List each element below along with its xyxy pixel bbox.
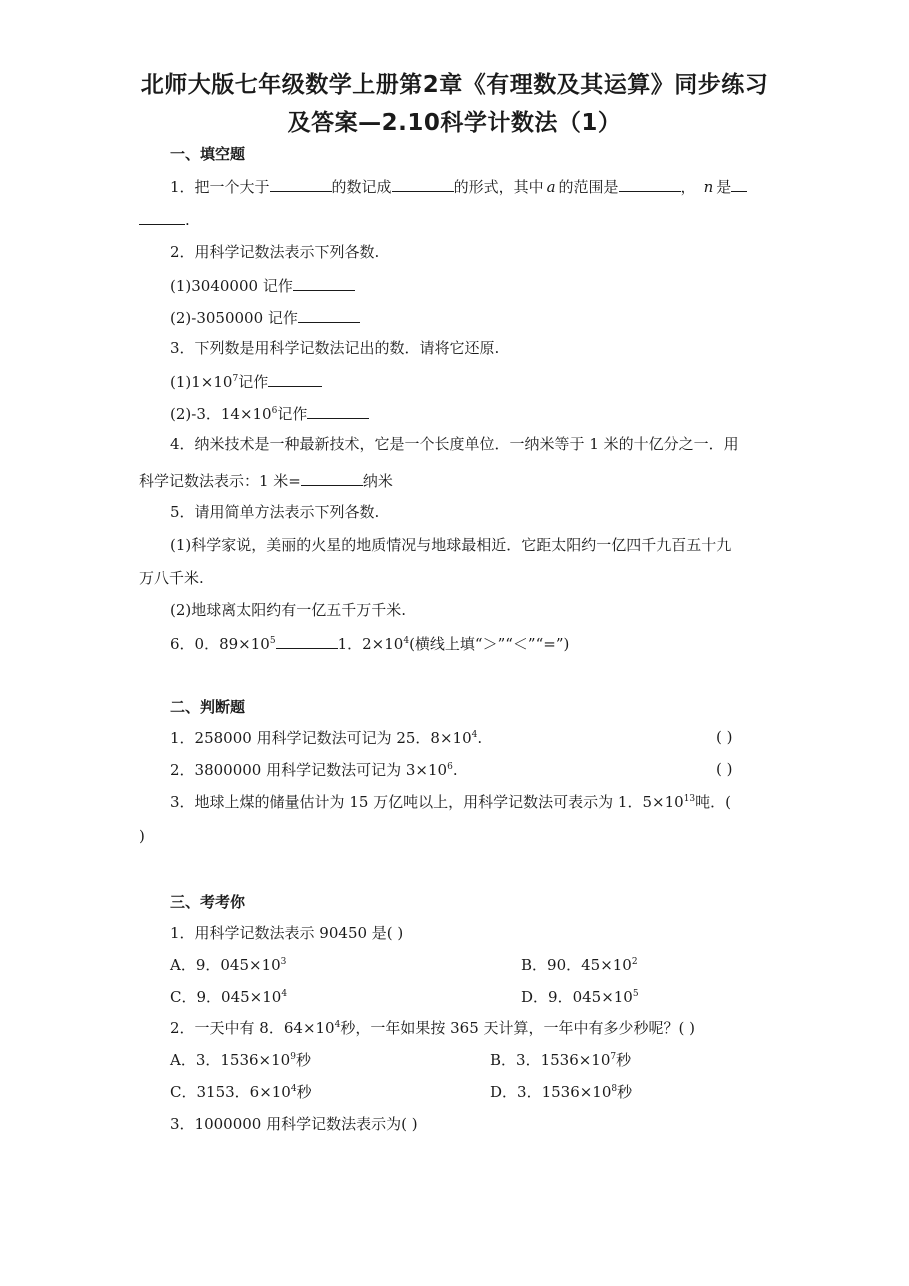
quiz-q1-option-d[interactable] bbox=[521, 987, 639, 1007]
judge-q1-text: 1．258000 用科学记数法可记为 25．8×10 bbox=[170, 729, 472, 747]
fill-q4-line-1: 4．纳米技术是一种最新技术，它是一个长度单位．一纳米等于 1 米的十亿分之一．用 bbox=[170, 435, 739, 453]
quiz-q2-option-b[interactable] bbox=[490, 1050, 631, 1070]
exponent: 4 bbox=[281, 989, 288, 999]
answer-blank[interactable] bbox=[301, 469, 363, 486]
fill-q2-2-text: (2)-3050000 记作 bbox=[170, 309, 298, 327]
exponent: 9 bbox=[290, 1052, 296, 1062]
answer-blank[interactable] bbox=[307, 402, 369, 419]
option-text: D．9．045×10 bbox=[521, 988, 633, 1006]
quiz-q2-text: 2．一天中有 8．64×10 bbox=[170, 1019, 335, 1037]
exponent: 4 bbox=[334, 1020, 341, 1030]
option-unit: 秒 bbox=[296, 1083, 312, 1101]
fill-q1-text-c: 的形式，其中 bbox=[453, 178, 544, 196]
quiz-q2-option-a[interactable] bbox=[170, 1050, 311, 1070]
judge-q1-answer-paren[interactable]: ( ) bbox=[716, 728, 733, 746]
quiz-q2-option-c[interactable] bbox=[170, 1082, 312, 1102]
judge-q2-text: 2．3800000 用科学记数法可记为 3×10 bbox=[170, 761, 448, 779]
answer-blank[interactable] bbox=[392, 175, 454, 192]
exponent: 6 bbox=[271, 406, 278, 416]
answer-blank[interactable] bbox=[731, 175, 747, 192]
variable-n: n bbox=[703, 178, 714, 196]
exponent: 8 bbox=[611, 1084, 618, 1094]
fill-q1-text-e: ， bbox=[680, 178, 696, 196]
fill-q1-text-b: 的数记成 bbox=[331, 178, 392, 196]
fill-q5-2: (2)地球离太阳约有一亿五千万千米. bbox=[170, 601, 407, 619]
exponent: 4 bbox=[403, 636, 410, 646]
option-text: A．3．1536×10 bbox=[170, 1051, 291, 1069]
fill-q5-1-line-2: 万八千米. bbox=[139, 569, 204, 587]
document-title-line-2: 及答案—2.10科学计数法（1） bbox=[287, 110, 622, 136]
quiz-q1: 1．用科学记数法表示 90450 是( ) bbox=[170, 924, 404, 942]
exponent: 4 bbox=[290, 1084, 297, 1094]
section-heading-true-false: 二、判断题 bbox=[170, 698, 246, 716]
answer-blank[interactable] bbox=[293, 274, 355, 291]
quiz-q1-option-a[interactable] bbox=[170, 955, 286, 975]
fill-q4-line-2 bbox=[139, 469, 393, 491]
option-unit: 秒 bbox=[617, 1083, 633, 1101]
exponent: 5 bbox=[632, 989, 639, 999]
exponent: 6 bbox=[447, 762, 453, 772]
fill-q6-text-c: (横线上填“＞”“＜”“=”) bbox=[409, 635, 570, 653]
option-text: D．3．1536×10 bbox=[490, 1083, 612, 1101]
answer-blank[interactable] bbox=[268, 370, 322, 387]
judge-q1-text-b: . bbox=[477, 729, 483, 747]
answer-blank[interactable] bbox=[276, 632, 338, 649]
exponent: 13 bbox=[683, 794, 696, 804]
answer-blank[interactable] bbox=[619, 175, 681, 192]
fill-q3-1 bbox=[170, 370, 322, 392]
fill-q1-end: . bbox=[185, 211, 190, 229]
option-text: C．9．045×10 bbox=[170, 988, 282, 1006]
fill-q2-1-text: (1)3040000 记作 bbox=[170, 277, 293, 295]
fill-q1-text-f: 是 bbox=[716, 178, 732, 196]
fill-q1-continuation bbox=[139, 208, 190, 230]
fill-q1-text-d: 的范围是 bbox=[558, 178, 619, 196]
option-text: B．90．45×10 bbox=[521, 956, 632, 974]
fill-q6-text-b: 1．2×10 bbox=[337, 635, 404, 653]
document-title-line-1: 北师大版七年级数学上册第2章《有理数及其运算》同步练习 bbox=[140, 72, 769, 98]
judge-q3-line-1 bbox=[170, 792, 731, 812]
option-text: B．3．1536×10 bbox=[490, 1051, 611, 1069]
judge-q2 bbox=[170, 760, 458, 780]
fill-q5: 5．请用简单方法表示下列各数. bbox=[170, 503, 380, 521]
variable-a: a bbox=[546, 178, 556, 196]
fill-q2-2 bbox=[170, 306, 360, 328]
exponent: 3 bbox=[280, 957, 287, 967]
section-heading-quiz: 三、考考你 bbox=[170, 893, 246, 911]
judge-q3-line-2: ) bbox=[139, 827, 145, 845]
option-text: A．9．045×10 bbox=[170, 956, 281, 974]
answer-blank[interactable] bbox=[270, 175, 332, 192]
exponent: 5 bbox=[269, 636, 276, 646]
exponent: 7 bbox=[610, 1052, 617, 1062]
judge-q2-text-b: . bbox=[452, 761, 458, 779]
fill-q5-1-line-1: (1)科学家说，美丽的火星的地质情况与地球最相近．它距太阳约一亿四千九百五十九 bbox=[170, 536, 732, 554]
option-unit: 秒 bbox=[295, 1051, 311, 1069]
quiz-q1-option-c[interactable] bbox=[170, 987, 287, 1007]
fill-q2: 2．用科学记数法表示下列各数. bbox=[170, 243, 380, 261]
judge-q2-answer-paren[interactable]: ( ) bbox=[716, 760, 733, 778]
judge-q3-text-b: 吨．( bbox=[695, 793, 731, 811]
fill-q4-text-a: 科学记数法表示：1 米= bbox=[139, 472, 301, 490]
fill-q4-text-b: 纳米 bbox=[362, 472, 393, 490]
fill-q2-1 bbox=[170, 274, 355, 296]
fill-q3-1-text-b: 记作 bbox=[238, 373, 269, 391]
fill-q3: 3．下列数是用科学记数法记出的数．请将它还原. bbox=[170, 339, 500, 357]
fill-q3-2 bbox=[170, 402, 369, 424]
fill-q3-2-text-b: 记作 bbox=[277, 405, 308, 423]
fill-q1-text-a: 1．把一个大于 bbox=[170, 178, 270, 196]
fill-q3-1-text: (1)1×10 bbox=[170, 373, 233, 391]
quiz-q2-text-b: 秒，一年如果按 365 天计算，一年中有多少秒呢？( ) bbox=[340, 1019, 695, 1037]
section-heading-fill-in: 一、填空题 bbox=[170, 145, 246, 163]
exponent: 4 bbox=[471, 730, 478, 740]
quiz-q2-option-d[interactable] bbox=[490, 1082, 632, 1102]
judge-q1 bbox=[170, 728, 482, 748]
quiz-q2 bbox=[170, 1018, 695, 1038]
fill-q6-text-a: 6．0．89×10 bbox=[170, 635, 270, 653]
judge-q3-text: 3．地球上煤的储量估计为 15 万亿吨以上，用科学记数法可表示为 1．5×10 bbox=[170, 793, 684, 811]
exponent: 2 bbox=[631, 957, 638, 967]
fill-q3-2-text: (2)-3．14×10 bbox=[170, 405, 272, 423]
fill-q1 bbox=[170, 175, 747, 197]
answer-blank[interactable] bbox=[298, 306, 360, 323]
exponent: 7 bbox=[232, 374, 239, 384]
option-unit: 秒 bbox=[616, 1051, 632, 1069]
quiz-q1-option-b[interactable] bbox=[521, 955, 638, 975]
answer-blank[interactable] bbox=[139, 208, 185, 225]
quiz-q3: 3．1000000 用科学记数法表示为( ) bbox=[170, 1115, 418, 1133]
option-text: C．3153．6×10 bbox=[170, 1083, 291, 1101]
fill-q6 bbox=[170, 632, 569, 654]
